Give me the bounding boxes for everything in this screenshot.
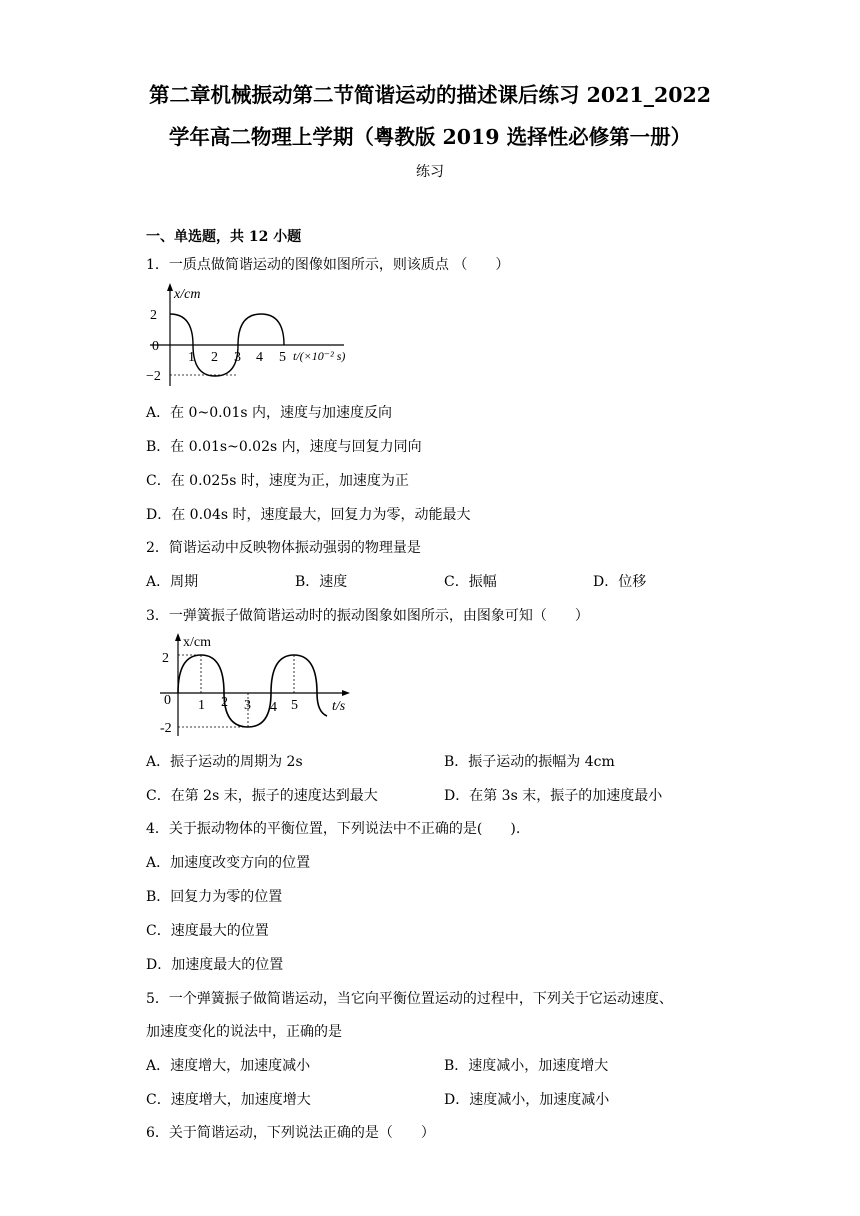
- fig3-ytick-pos: 2: [162, 651, 169, 666]
- question-3-option-a: A．振子运动的周期为 2s: [146, 754, 303, 770]
- question-4-option-b: B．回复力为零的位置: [146, 889, 283, 905]
- question-5-option-a: A．速度增大，加速度减小: [146, 1058, 311, 1074]
- fig3-ytick-zero: 0: [164, 693, 171, 708]
- document-subtitle: 练习: [416, 164, 444, 180]
- question-5-stem: 5．一个弹簧振子做简谐运动，当它向平衡位置运动的过程中，下列关于它运动速度、: [146, 991, 673, 1007]
- question-3-option-b: B．振子运动的振幅为 4cm: [444, 754, 615, 770]
- question-1-option-a: A．在 0~0.01s 内，速度与加速度反向: [146, 405, 393, 421]
- fig1-ytick-neg: −2: [146, 369, 161, 384]
- question-3-stem: 3．一弹簧振子做简谐运动时的振动图象如图所示，由图象可知（ ）: [146, 608, 589, 624]
- fig3-curve: [178, 655, 327, 727]
- question-1-option-d: D．在 0.04s 时，速度最大，回复力为零，动能最大: [146, 507, 471, 523]
- fig3-xtick-5: 5: [291, 698, 298, 713]
- question-2-option-a: A．周期: [146, 574, 199, 590]
- question-5-option-c: C．速度增大，加速度增大: [146, 1092, 311, 1108]
- question-2-stem: 2．简谐运动中反映物体振动强弱的物理量是: [146, 540, 421, 556]
- fig1-xtick-4: 4: [256, 350, 263, 365]
- question-1-option-c: C．在 0.025s 时，速度为正，加速度为正: [146, 473, 409, 489]
- section-heading: 一、单选题，共 12 小题: [146, 229, 302, 245]
- question-4-option-a: A．加速度改变方向的位置: [146, 855, 311, 871]
- question-4-option-d: D．加速度最大的位置: [146, 957, 284, 973]
- fig3-ylabel: x/cm: [183, 635, 211, 650]
- fig3-ytick-neg: -2: [160, 721, 172, 736]
- question-2-option-c: C．振幅: [444, 574, 497, 590]
- question-2-option-d: D．位移: [593, 574, 647, 590]
- fig1-xtick-2: 2: [211, 350, 218, 365]
- fig1-xtick-3: 3: [234, 350, 241, 365]
- question-3-graph: [146, 632, 356, 742]
- question-5-option-d: D．速度减小，加速度减小: [444, 1092, 610, 1108]
- question-1-option-b: B．在 0.01s~0.02s 内，速度与回复力同向: [146, 439, 422, 455]
- fig1-ytick-zero: 0: [152, 339, 159, 354]
- question-4-option-c: C．速度最大的位置: [146, 923, 269, 939]
- fig1-ytick-pos: 2: [150, 308, 157, 323]
- question-4-stem: 4．关于振动物体的平衡位置，下列说法中不正确的是( ).: [146, 821, 521, 837]
- fig1-ylabel: x/cm: [174, 287, 201, 302]
- fig3-xlabel: t/s: [332, 699, 346, 714]
- question-1-graph: [146, 282, 366, 390]
- question-1-stem: 1．一质点做简谐运动的图像如图所示，则该质点 （ ）: [146, 257, 510, 273]
- question-3-option-c: C．在第 2s 末，振子的速度达到最大: [146, 788, 378, 804]
- question-5-stem-line-2: 加速度变化的说法中，正确的是: [146, 1024, 342, 1040]
- document-title-line-1: 第二章机械振动第二节简谐运动的描述课后练习 2021_2022: [149, 83, 711, 107]
- fig1-xtick-1: 1: [188, 350, 195, 365]
- fig3-xtick-1: 1: [198, 698, 205, 713]
- question-2-option-b: B．速度: [295, 574, 348, 590]
- fig3-xtick-3: 3: [244, 698, 251, 713]
- question-3-option-d: D．在第 3s 末，振子的加速度最小: [444, 788, 663, 804]
- question-6-stem: 6．关于简谐运动，下列说法正确的是（ ）: [146, 1125, 435, 1141]
- fig3-xtick-4: 4: [270, 700, 277, 715]
- fig3-xtick-2: 2: [221, 695, 228, 710]
- document-title-line-2: 学年高二物理上学期（粤教版 2019 选择性必修第一册）: [168, 125, 692, 149]
- fig1-xlabel: t/(×10⁻² s): [293, 349, 346, 363]
- question-5-option-b: B．速度减小，加速度增大: [444, 1058, 609, 1074]
- fig1-xtick-5: 5: [279, 350, 286, 365]
